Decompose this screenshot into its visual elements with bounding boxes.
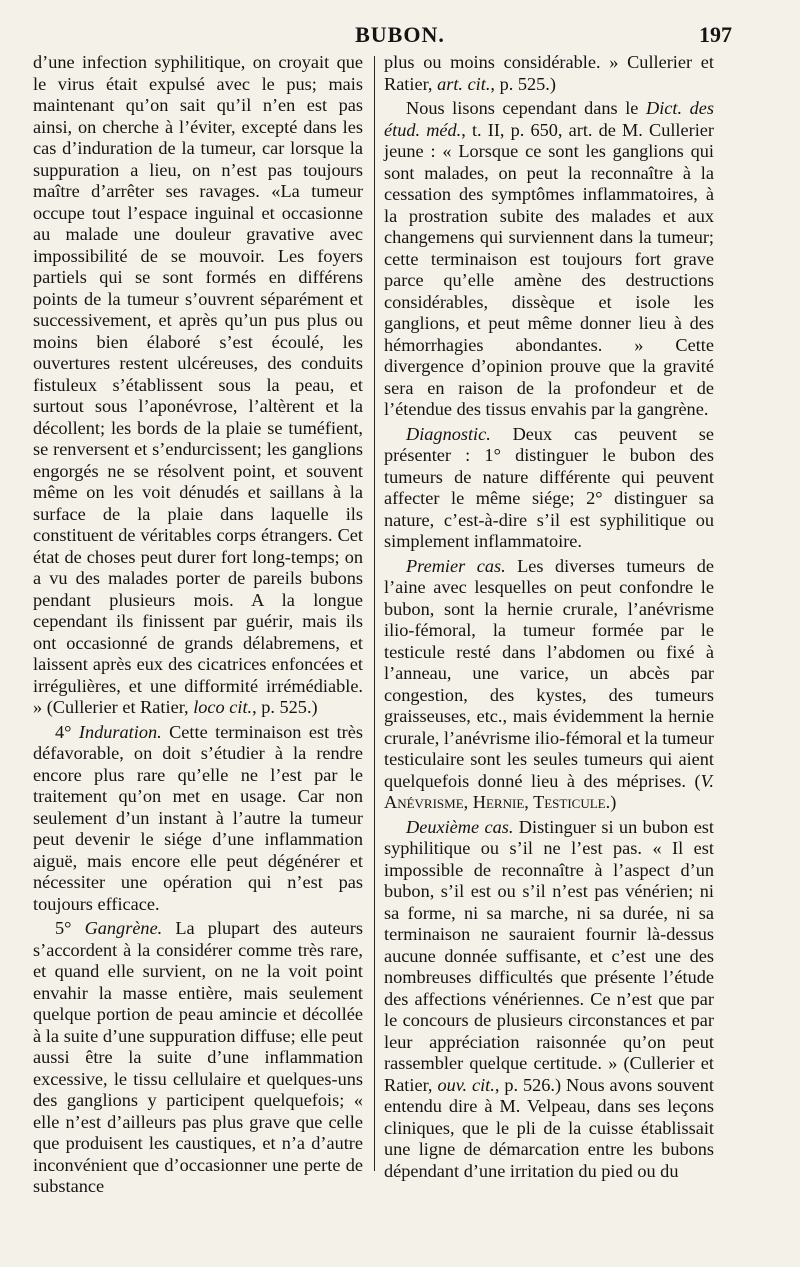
paragraph-diagnostic: Diagnostic. Deux cas peuvent se présenter : 1° distinguer le bubon des tumeurs de nature différente qui peuvent affecter le même siége; 2° distinguer sa nature, c’est-à-dire s’il est syphilitique ou simplement inflammatoire. (384, 423, 714, 551)
section-heading-premier-cas: Premier cas. (406, 555, 506, 576)
right-column (384, 52, 714, 1182)
running-header (0, 22, 800, 52)
section-heading-induration: Induration. (78, 721, 162, 742)
column-divider (374, 56, 375, 1171)
paragraph-gangrene-continued: plus ou moins considérable. » Cullerier et Ratier, art. cit., p. 525.) (384, 52, 714, 94)
section-heading-diagnostic: Diagnostic. (406, 423, 491, 444)
paragraph-induration: 4° Induration. Cette terminaison est très défavorable, on doit s’étudier à la rendre encore plus rare qu’elle ne l’est par le traitement qu’on met en usage. Car non seulement d’un instant à l’autre la tumeur peut devenir le siége d’une inflammation aiguë, mais encore elle peut dégénérer et nécessiter une opération qui n’est pas toujours efficace. (33, 721, 363, 914)
page-number: 197 (699, 22, 732, 47)
paragraph-dictionnaire: Nous lisons cependant dans le Dict. des étud. méd., t. II, p. 650, art. de M. Cullerier jeune : « Lorsque ce sont les ganglions qui sont malades, on peut la reconnaître à la cessation des symptômes inflammatoires, à la prostration subite des malades et aux changemens qui surviennent dans la tumeur; cette terminaison est toujours fort grave parce qu’elle amène des destructions considérables, dissèque et isole les ganglions, et peut même donner lieu à des hémorrhagies abondantes. » Cette divergence d’opinion prouve que la gravité sera en raison de la profondeur et de l’étendue des tissus envahis par la gangrène. (384, 98, 714, 419)
cross-references: Anévrisme, Hernie, Testicule. (384, 792, 611, 812)
paragraph-deuxieme-cas: Deuxième cas. Distinguer si un bubon est syphilitique ou s’il ne l’est pas. « Il est impossible de reconnaître à l’aspect d’un bubon, s’il est ou s’il n’est pas vénérien; ni sa forme, ni sa marche, ni sa durée, ni sa terminaison ne sauraient fournir là-dessus aucune donnée suffisante, et c’est une des nombreuses difficultés que présente l’étude des affections vénériennes. Ce n’est que par le concours de plusieurs circonstances et par leur appréciation raisonnée qu’on peut rassembler quelque certitude. » (Cullerier et Ratier, ouv. cit., p. 526.) Nous avons souvent entendu dire à M. Velpeau, dans ses leçons cliniques, que le pli de la cuisse établissait une ligne de démarcation entre les bubons dépendant d’une irritation du pied ou du (384, 816, 714, 1181)
section-heading-gangrene: Gangrène. (84, 918, 163, 938)
paragraph-premier-cas: Premier cas. Les diverses tumeurs de l’aine avec lesquelles on peut confondre le bubon, sont la hernie crurale, l’anévrisme ilio-fémoral, la tumeur formée par le testicule resté dans l’abdomen ou fixé à l’anneau, une varice, un abcès par congestion, des kystes, des tumeurs graisseuses, etc., mais évidemment la hernie crurale, l’anévrisme ilio-fémoral et la tumeur testiculaire sont les seules tumeurs qui aient quelquefois donné lieu à des méprises. (V. Anévrisme, Hernie, Testicule.) (384, 555, 714, 812)
left-column (33, 52, 363, 1198)
paragraph-gangrene: 5° Gangrène. La plupart des auteurs s’accordent à la considérer comme très rare, et quand elle survient, on ne la voit point envahir la masse entière, mais seulement quelque portion de peau amincie et décollée à la suite d’une suppuration diffuse; elle peut aussi être la suite d’une inflammation excessive, le tissu cellulaire et quelques-uns des ganglions y participent quelquefois; « elle n’est d’ailleurs pas plus grave que celle que produisent les caustiques, et n’a d’autre inconvénient que d’occasionner une perte de substance (33, 918, 363, 1196)
paragraph-suppuration: d’une infection syphilitique, on croyait que le virus était expulsé avec le pus; mais maintenant qu’on sait qu’il n’en est pas ainsi, on cherche à l’éviter, excepté dans les cas d’induration de la tumeur, car lorsque la suppuration a lieu, on n’est pas toujours maître d’arrêter ses ravages. «La tumeur occupe tout l’espace inguinal et occasionne au malade une douleur gravative avec impossibilité de se mouvoir. Les foyers partiels qui se sont formés en différens points de la tumeur s’ouvrent séparément et successivement, et après qu’un pus plus ou moins bien élaboré s’est écoulé, les ouvertures restent ulcéreuses, des conduits fistuleux s’établissent sous la peau, et surtout sous l’aponévrose, l’altèrent et la décollent; les bords de la plaie se tuméfient, se renversent et s’endurcissent; les ganglions engorgés ne se résolvent point, et souvent même on les voit dénudés et saillans à la surface de la plaie dans laquelle ils constituent de véritables corps étrangers. Cet état de choses peut durer fort long-temps; on a vu des malades porter de pareils bubons pendant plusieurs mois. A la longue cependant ils finissent par guérir, mais ils ont occasionné de grands délabremens, et laissent après eux des cicatrices enfoncées et irrégulières, et une difformité irrémédiable. » (Cullerier et Ratier, loco cit., p. 525.) (33, 52, 363, 717)
page-title: BUBON. (355, 22, 445, 47)
section-heading-deuxieme-cas: Deuxième cas. (406, 816, 514, 837)
